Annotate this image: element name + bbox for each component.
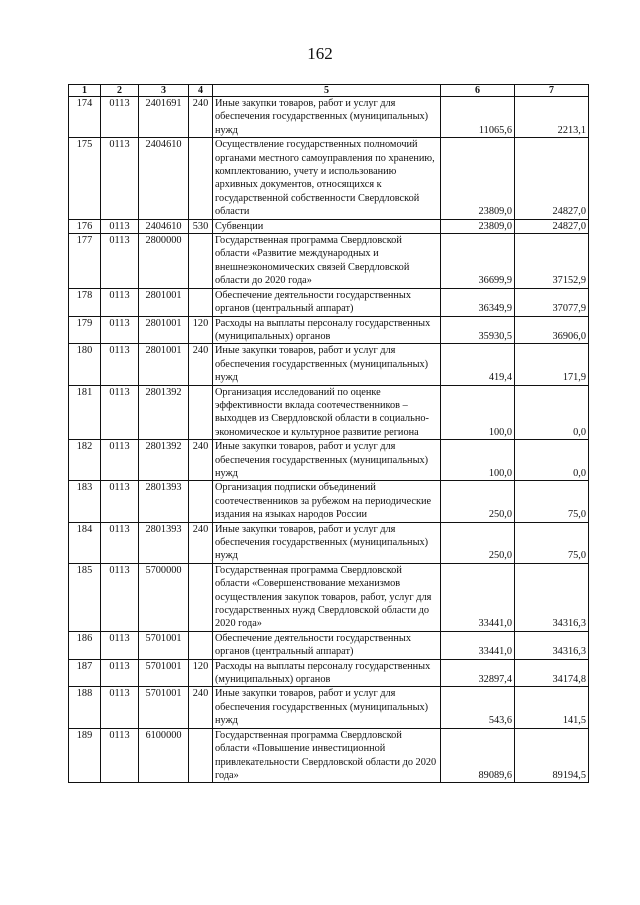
row-number: 188 <box>69 687 101 728</box>
row-number: 180 <box>69 344 101 385</box>
row-number: 176 <box>69 219 101 233</box>
amount-col-7: 34174,8 <box>515 659 589 687</box>
target-article-code: 5701001 <box>139 687 189 728</box>
target-article-code: 5701001 <box>139 631 189 659</box>
amount-col-6: 33441,0 <box>441 631 515 659</box>
target-article-code: 2401691 <box>139 97 189 138</box>
column-header: 7 <box>515 85 589 97</box>
expense-type-code <box>189 563 213 631</box>
target-article-code: 2801392 <box>139 385 189 440</box>
amount-col-7: 75,0 <box>515 481 589 522</box>
section-code: 0113 <box>101 687 139 728</box>
amount-col-7: 37152,9 <box>515 234 589 289</box>
expense-type-code: 240 <box>189 687 213 728</box>
item-name: Иные закупки товаров, работ и услуг для обеспечения государственных (муниципальных) нужд <box>213 440 441 481</box>
row-number: 184 <box>69 522 101 563</box>
item-name: Иные закупки товаров, работ и услуг для обеспечения государственных (муниципальных) нужд <box>213 687 441 728</box>
expense-type-code: 240 <box>189 440 213 481</box>
table-row <box>69 563 589 631</box>
item-name: Государственная программа Свердловской области «Повышение инвестиционной привлекательности Свердловской области до 2020 года» <box>213 728 441 783</box>
amount-col-6: 100,0 <box>441 385 515 440</box>
section-code: 0113 <box>101 234 139 289</box>
table-row <box>69 631 589 659</box>
section-code: 0113 <box>101 219 139 233</box>
expense-type-code <box>189 288 213 316</box>
amount-col-7: 36906,0 <box>515 316 589 344</box>
amount-col-7: 0,0 <box>515 385 589 440</box>
expense-type-code <box>189 631 213 659</box>
row-number: 177 <box>69 234 101 289</box>
row-number: 187 <box>69 659 101 687</box>
row-number: 183 <box>69 481 101 522</box>
section-code: 0113 <box>101 440 139 481</box>
amount-col-7: 171,9 <box>515 344 589 385</box>
amount-col-6: 89089,6 <box>441 728 515 783</box>
table-row <box>69 97 589 138</box>
row-number: 178 <box>69 288 101 316</box>
table-row <box>69 344 589 385</box>
item-name: Иные закупки товаров, работ и услуг для обеспечения государственных (муниципальных) нужд <box>213 344 441 385</box>
expense-type-code: 530 <box>189 219 213 233</box>
column-header: 4 <box>189 85 213 97</box>
table-row <box>69 316 589 344</box>
table-row <box>69 234 589 289</box>
page-number: 162 <box>307 44 333 63</box>
target-article-code: 5700000 <box>139 563 189 631</box>
expense-type-code <box>189 481 213 522</box>
table-row <box>69 659 589 687</box>
target-article-code: 2801001 <box>139 288 189 316</box>
row-number: 174 <box>69 97 101 138</box>
target-article-code: 2404610 <box>139 219 189 233</box>
target-article-code: 2801001 <box>139 344 189 385</box>
target-article-code: 2801393 <box>139 522 189 563</box>
target-article-code: 2800000 <box>139 234 189 289</box>
item-name: Государственная программа Свердловской области «Развитие международных и внешнеэкономических связей Свердловской области до 2020 года» <box>213 234 441 289</box>
column-header: 3 <box>139 85 189 97</box>
expense-type-code: 120 <box>189 659 213 687</box>
item-name: Осуществление государственных полномочий органами местного самоуправления по хранению, комплектованию, учету и использованию архивных документов, относящихся к государственной собственности Свердловской области <box>213 138 441 219</box>
row-number: 182 <box>69 440 101 481</box>
amount-col-7: 0,0 <box>515 440 589 481</box>
row-number: 189 <box>69 728 101 783</box>
amount-col-6: 23809,0 <box>441 219 515 233</box>
table-row <box>69 481 589 522</box>
column-header: 5 <box>213 85 441 97</box>
section-code: 0113 <box>101 481 139 522</box>
expense-type-code: 120 <box>189 316 213 344</box>
section-code: 0113 <box>101 344 139 385</box>
row-number: 185 <box>69 563 101 631</box>
section-code: 0113 <box>101 659 139 687</box>
amount-col-7: 34316,3 <box>515 631 589 659</box>
table-row <box>69 440 589 481</box>
table-row <box>69 522 589 563</box>
section-code: 0113 <box>101 316 139 344</box>
amount-col-6: 36699,9 <box>441 234 515 289</box>
item-name: Расходы на выплаты персоналу государственных (муниципальных) органов <box>213 316 441 344</box>
amount-col-6: 543,6 <box>441 687 515 728</box>
section-code: 0113 <box>101 563 139 631</box>
table-header-row <box>69 85 589 97</box>
amount-col-7: 37077,9 <box>515 288 589 316</box>
target-article-code: 5701001 <box>139 659 189 687</box>
budget-table <box>68 84 589 783</box>
target-article-code: 2404610 <box>139 138 189 219</box>
section-code: 0113 <box>101 631 139 659</box>
item-name: Расходы на выплаты персоналу государственных (муниципальных) органов <box>213 659 441 687</box>
table-row <box>69 138 589 219</box>
table-row <box>69 687 589 728</box>
amount-col-6: 250,0 <box>441 522 515 563</box>
column-header: 2 <box>101 85 139 97</box>
target-article-code: 2801393 <box>139 481 189 522</box>
amount-col-7: 34316,3 <box>515 563 589 631</box>
item-name: Иные закупки товаров, работ и услуг для обеспечения государственных (муниципальных) нужд <box>213 522 441 563</box>
amount-col-6: 100,0 <box>441 440 515 481</box>
target-article-code: 6100000 <box>139 728 189 783</box>
amount-col-6: 36349,9 <box>441 288 515 316</box>
section-code: 0113 <box>101 138 139 219</box>
amount-col-7: 24827,0 <box>515 219 589 233</box>
column-header: 1 <box>69 85 101 97</box>
amount-col-6: 35930,5 <box>441 316 515 344</box>
amount-col-6: 33441,0 <box>441 563 515 631</box>
row-number: 175 <box>69 138 101 219</box>
amount-col-6: 32897,4 <box>441 659 515 687</box>
target-article-code: 2801001 <box>139 316 189 344</box>
expense-type-code: 240 <box>189 97 213 138</box>
amount-col-7: 89194,5 <box>515 728 589 783</box>
amount-col-6: 23809,0 <box>441 138 515 219</box>
item-name: Субвенции <box>213 219 441 233</box>
amount-col-7: 141,5 <box>515 687 589 728</box>
section-code: 0113 <box>101 97 139 138</box>
expense-type-code: 240 <box>189 344 213 385</box>
section-code: 0113 <box>101 385 139 440</box>
expense-type-code: 240 <box>189 522 213 563</box>
item-name: Иные закупки товаров, работ и услуг для обеспечения государственных (муниципальных) нужд <box>213 97 441 138</box>
item-name: Обеспечение деятельности государственных органов (центральный аппарат) <box>213 631 441 659</box>
amount-col-7: 75,0 <box>515 522 589 563</box>
expense-type-code <box>189 138 213 219</box>
expense-type-code <box>189 385 213 440</box>
amount-col-7: 24827,0 <box>515 138 589 219</box>
table-row <box>69 385 589 440</box>
table-row <box>69 288 589 316</box>
row-number: 181 <box>69 385 101 440</box>
row-number: 186 <box>69 631 101 659</box>
item-name: Организация подписки объединений соотечественников за рубежом на периодические издания на языках народов России <box>213 481 441 522</box>
item-name: Обеспечение деятельности государственных органов (центральный аппарат) <box>213 288 441 316</box>
item-name: Организация исследований по оценке эффективности вклада соотечественников – выходцев из Свердловской области в социально-экономическое и культурное развитие региона <box>213 385 441 440</box>
expense-type-code <box>189 728 213 783</box>
item-name: Государственная программа Свердловской области «Совершенствование механизмов осуществления закупок товаров, работ, услуг для государственных нужд Свердловской области до 2020 года» <box>213 563 441 631</box>
amount-col-6: 250,0 <box>441 481 515 522</box>
table-row <box>69 728 589 783</box>
expense-type-code <box>189 234 213 289</box>
section-code: 0113 <box>101 728 139 783</box>
amount-col-7: 2213,1 <box>515 97 589 138</box>
amount-col-6: 11065,6 <box>441 97 515 138</box>
table-row <box>69 219 589 233</box>
amount-col-6: 419,4 <box>441 344 515 385</box>
target-article-code: 2801392 <box>139 440 189 481</box>
section-code: 0113 <box>101 288 139 316</box>
row-number: 179 <box>69 316 101 344</box>
section-code: 0113 <box>101 522 139 563</box>
column-header: 6 <box>441 85 515 97</box>
